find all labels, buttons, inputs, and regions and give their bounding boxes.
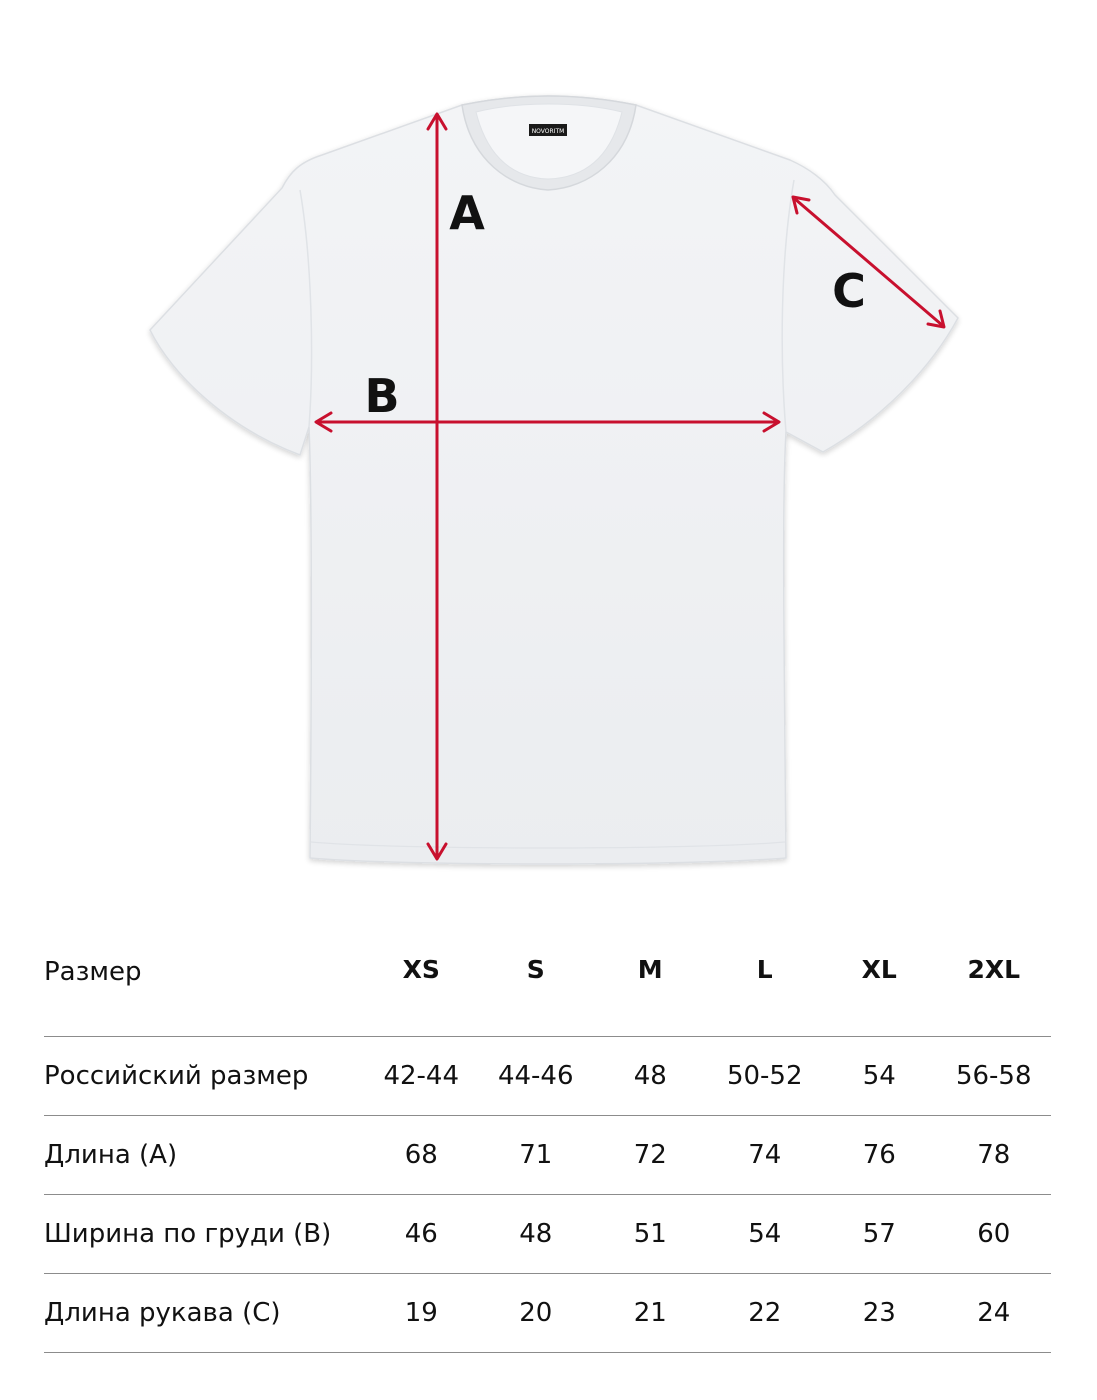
table-cell: 21 <box>593 1274 708 1353</box>
table-row-russian-size <box>44 1037 1051 1116</box>
table-cell: 44-46 <box>479 1037 594 1116</box>
table-cell: 50-52 <box>708 1037 823 1116</box>
table-cell: 54 <box>708 1195 823 1274</box>
table-cell: 48 <box>479 1195 594 1274</box>
tshirt-illustration <box>150 96 958 864</box>
size-chart-table <box>44 932 1051 1353</box>
table-cell: 19 <box>364 1274 479 1353</box>
table-cell: 74 <box>708 1116 823 1195</box>
table-cell: 78 <box>937 1116 1052 1195</box>
label-a: A <box>449 186 485 240</box>
size-header-l: L <box>708 932 823 1037</box>
size-header-row <box>44 932 1051 1037</box>
table-row-chest-width <box>44 1195 1051 1274</box>
table-cell: 76 <box>822 1116 937 1195</box>
table-cell: 23 <box>822 1274 937 1353</box>
table-row-sleeve-length <box>44 1274 1051 1353</box>
size-header-2xl: 2XL <box>937 932 1052 1037</box>
size-header-xs: XS <box>364 932 479 1037</box>
table-cell: 20 <box>479 1274 594 1353</box>
table-cell: 24 <box>937 1274 1052 1353</box>
table-cell: 60 <box>937 1195 1052 1274</box>
table-cell: 57 <box>822 1195 937 1274</box>
table-cell: 68 <box>364 1116 479 1195</box>
table-row-length <box>44 1116 1051 1195</box>
tshirt-body <box>150 96 958 864</box>
table-cell: 22 <box>708 1274 823 1353</box>
row-label: Длина (A) <box>44 1116 364 1195</box>
neck-tag-text: NOVORITM <box>531 128 565 135</box>
table-cell: 42-44 <box>364 1037 479 1116</box>
size-header-xl: XL <box>822 932 937 1037</box>
neck-tag <box>529 124 567 136</box>
label-b: B <box>364 369 400 423</box>
table-cell: 71 <box>479 1116 594 1195</box>
label-c: C <box>832 264 866 318</box>
table-cell: 56-58 <box>937 1037 1052 1116</box>
row-label: Ширина по груди (B) <box>44 1195 364 1274</box>
table-cell: 51 <box>593 1195 708 1274</box>
table-cell: 46 <box>364 1195 479 1274</box>
row-label: Российский размер <box>44 1037 364 1116</box>
size-header-m: M <box>593 932 708 1037</box>
size-header-label: Размер <box>44 932 364 1037</box>
table-cell: 72 <box>593 1116 708 1195</box>
table-cell: 54 <box>822 1037 937 1116</box>
row-label: Длина рукава (C) <box>44 1274 364 1353</box>
table-cell: 48 <box>593 1037 708 1116</box>
size-header-s: S <box>479 932 594 1037</box>
